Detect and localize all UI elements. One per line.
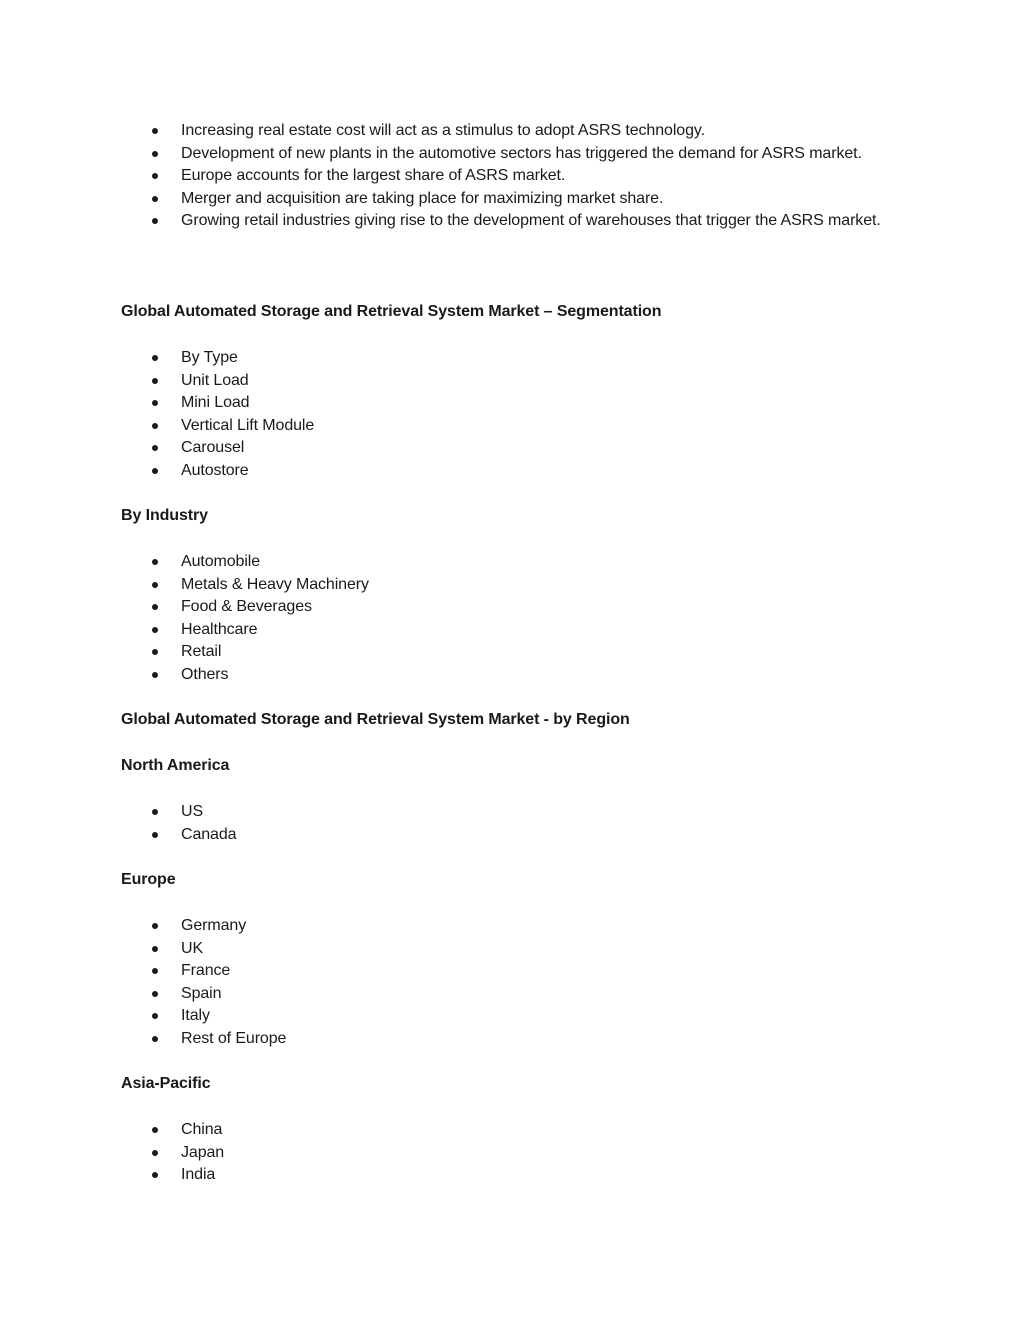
list-item: France (121, 960, 904, 983)
list-item: Mini Load (121, 392, 904, 415)
bullet-icon (152, 672, 158, 678)
list-item: Germany (121, 915, 904, 938)
bullet-icon (152, 582, 158, 588)
list-item: Spain (121, 983, 904, 1006)
list-item: Metals & Heavy Machinery (121, 574, 904, 597)
list-item: UK (121, 938, 904, 961)
list-item: Retail (121, 641, 904, 664)
bullet-icon (152, 128, 158, 134)
segmentation-list (121, 347, 904, 482)
list-item: Growing retail industries giving rise to the development of warehouses that trigger the ASRS market. (121, 210, 904, 233)
list-item: Increasing real estate cost will act as a stimulus to adopt ASRS technology. (121, 120, 904, 143)
list-item: By Type (121, 347, 904, 370)
list-item: Canada (121, 824, 904, 847)
bullet-icon (152, 445, 158, 451)
segmentation-section (121, 347, 904, 482)
list-item: Rest of Europe (121, 1028, 904, 1051)
list-item: US (121, 801, 904, 824)
bullet-icon (152, 809, 158, 815)
list-item: Merger and acquisition are taking place for maximizing market share. (121, 188, 904, 211)
asia-pacific-heading: Asia-Pacific (121, 1075, 211, 1092)
bullet-icon (152, 1172, 158, 1178)
industry-list (121, 551, 904, 686)
intro-bullet-list (121, 120, 904, 233)
industry-section (121, 551, 904, 686)
bullet-icon (152, 832, 158, 838)
list-item: India (121, 1164, 904, 1187)
bullet-icon (152, 1013, 158, 1019)
industry-heading: By Industry (121, 507, 208, 524)
bullet-icon (152, 946, 158, 952)
bullet-icon (152, 968, 158, 974)
list-item: Europe accounts for the largest share of ASRS market. (121, 165, 904, 188)
bullet-icon (152, 604, 158, 610)
list-item: China (121, 1119, 904, 1142)
list-item: Vertical Lift Module (121, 415, 904, 438)
intro-section (121, 120, 904, 233)
bullet-icon (152, 627, 158, 633)
list-item: Carousel (121, 437, 904, 460)
north-america-section (121, 801, 904, 846)
bullet-icon (152, 423, 158, 429)
bullet-icon (152, 923, 158, 929)
list-item: Food & Beverages (121, 596, 904, 619)
asia-pacific-section (121, 1119, 904, 1187)
region-heading: Global Automated Storage and Retrieval System Market - by Region (121, 711, 630, 728)
bullet-icon (152, 649, 158, 655)
list-item: Others (121, 664, 904, 687)
list-item: Italy (121, 1005, 904, 1028)
north-america-list (121, 801, 904, 846)
bullet-icon (152, 173, 158, 179)
bullet-icon (152, 1036, 158, 1042)
bullet-icon (152, 1127, 158, 1133)
europe-list (121, 915, 904, 1050)
bullet-icon (152, 400, 158, 406)
bullet-icon (152, 991, 158, 997)
list-item: Healthcare (121, 619, 904, 642)
bullet-icon (152, 468, 158, 474)
bullet-icon (152, 378, 158, 384)
bullet-icon (152, 218, 158, 224)
europe-section (121, 915, 904, 1050)
list-item: Autostore (121, 460, 904, 483)
list-item: Development of new plants in the automotive sectors has triggered the demand for ASRS market. (121, 143, 904, 166)
europe-heading: Europe (121, 871, 176, 888)
bullet-icon (152, 1150, 158, 1156)
bullet-icon (152, 355, 158, 361)
bullet-icon (152, 559, 158, 565)
asia-pacific-list (121, 1119, 904, 1187)
list-item: Unit Load (121, 370, 904, 393)
north-america-heading: North America (121, 757, 230, 774)
list-item: Japan (121, 1142, 904, 1165)
segmentation-heading: Global Automated Storage and Retrieval System Market – Segmentation (121, 303, 662, 320)
bullet-icon (152, 196, 158, 202)
list-item: Automobile (121, 551, 904, 574)
bullet-icon (152, 151, 158, 157)
